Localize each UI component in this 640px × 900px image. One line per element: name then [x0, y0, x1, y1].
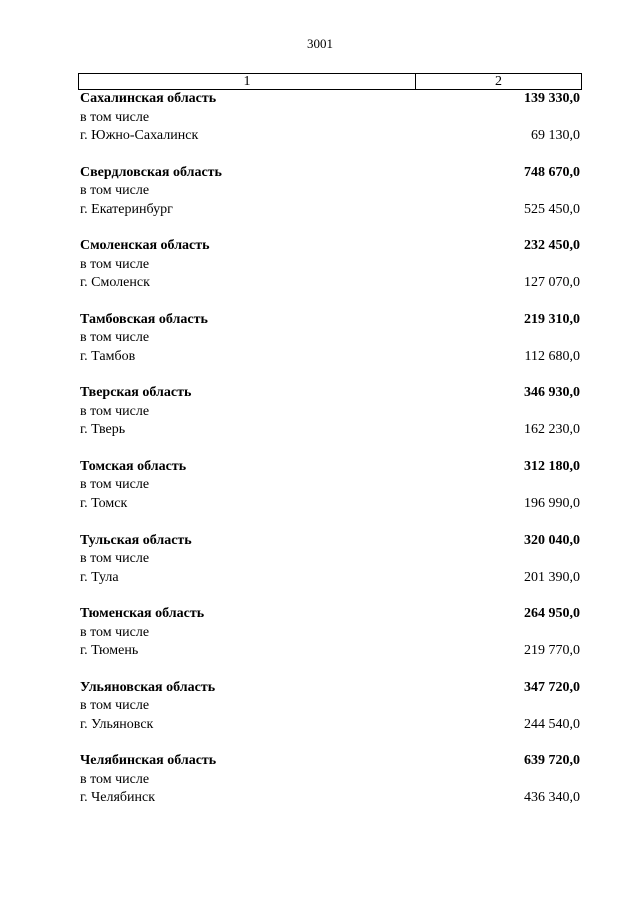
- city-name: г. Тверь: [80, 422, 126, 438]
- subtotal-label: в том числе: [80, 183, 150, 199]
- region-value: 639 720,0: [524, 753, 580, 769]
- city-row: [78, 642, 582, 661]
- city-row: [78, 716, 582, 735]
- subtotal-label-row: [78, 256, 582, 275]
- subtotal-label: в том числе: [80, 551, 150, 567]
- region-value: 139 330,0: [524, 91, 580, 106]
- city-row: [78, 348, 582, 367]
- city-row: [78, 569, 582, 588]
- region-group: [78, 752, 582, 826]
- subtotal-label-row: [78, 624, 582, 643]
- region-row: [78, 458, 582, 477]
- city-name: г. Челябинск: [80, 790, 156, 806]
- subtotal-label: в том числе: [80, 403, 150, 419]
- subtotal-label-row: [78, 771, 582, 790]
- region-group: [78, 384, 582, 458]
- city-row: [78, 127, 582, 146]
- region-value: 232 450,0: [524, 238, 580, 254]
- city-name: г. Тамбов: [80, 348, 136, 364]
- column-header-2: 2: [495, 74, 502, 89]
- city-row: [78, 789, 582, 808]
- city-name: г. Ульяновск: [80, 716, 154, 732]
- region-group: [78, 311, 582, 385]
- region-group: [78, 90, 582, 164]
- region-row: [78, 752, 582, 771]
- city-value: 436 340,0: [524, 790, 580, 806]
- column-header-1: 1: [79, 74, 416, 89]
- region-row: [78, 311, 582, 330]
- region-name: Тульская область: [80, 532, 192, 548]
- city-name: г. Екатеринбург: [80, 201, 173, 217]
- subtotal-label: в том числе: [80, 698, 150, 714]
- table-body: [78, 90, 582, 826]
- city-row: [78, 201, 582, 220]
- city-value: 219 770,0: [524, 643, 580, 659]
- region-group: [78, 164, 582, 238]
- region-group: [78, 679, 582, 753]
- region-value: 748 670,0: [524, 164, 580, 180]
- subtotal-label: в том числе: [80, 256, 150, 272]
- city-row: [78, 274, 582, 293]
- allocation-table: [78, 73, 582, 826]
- city-value: 112 680,0: [524, 348, 580, 364]
- city-name: г. Томск: [80, 495, 128, 511]
- page-number: 3001: [307, 36, 333, 51]
- city-name: г. Тюмень: [80, 643, 139, 659]
- subtotal-label-row: [78, 550, 582, 569]
- city-value: 69 130,0: [531, 128, 580, 143]
- region-row: [78, 90, 582, 109]
- subtotal-label: в том числе: [80, 109, 150, 125]
- subtotal-label: в том числе: [80, 477, 150, 493]
- region-row: [78, 164, 582, 183]
- subtotal-label-row: [78, 109, 582, 128]
- city-name: г. Южно-Сахалинск: [80, 128, 199, 143]
- region-row: [78, 679, 582, 698]
- region-value: 312 180,0: [524, 458, 580, 474]
- city-value: 196 990,0: [524, 495, 580, 511]
- subtotal-label: в том числе: [80, 771, 150, 787]
- region-name: Тюменская область: [80, 606, 205, 622]
- city-row: [78, 495, 582, 514]
- subtotal-label: в том числе: [80, 624, 150, 640]
- subtotal-label-row: [78, 476, 582, 495]
- subtotal-label-row: [78, 182, 582, 201]
- region-row: [78, 384, 582, 403]
- region-row: [78, 237, 582, 256]
- region-name: Тверская область: [80, 385, 192, 401]
- subtotal-label: в том числе: [80, 330, 150, 346]
- city-name: г. Тула: [80, 569, 119, 585]
- region-group: [78, 237, 582, 311]
- city-row: [78, 421, 582, 440]
- region-row: [78, 532, 582, 551]
- table-header: [78, 73, 582, 90]
- subtotal-label-row: [78, 403, 582, 422]
- city-value: 127 070,0: [524, 275, 580, 291]
- region-group: [78, 458, 582, 532]
- city-value: 244 540,0: [524, 716, 580, 732]
- region-value: 346 930,0: [524, 385, 580, 401]
- region-name: Смоленская область: [80, 238, 210, 254]
- subtotal-label-row: [78, 697, 582, 716]
- subtotal-label-row: [78, 329, 582, 348]
- region-value: 219 310,0: [524, 311, 580, 327]
- region-name: Сахалинская область: [80, 91, 217, 106]
- region-name: Тамбовская область: [80, 311, 208, 327]
- region-row: [78, 605, 582, 624]
- region-name: Свердловская область: [80, 164, 222, 180]
- city-value: 525 450,0: [524, 201, 580, 217]
- region-value: 320 040,0: [524, 532, 580, 548]
- region-name: Челябинская область: [80, 753, 217, 769]
- region-name: Томская область: [80, 458, 187, 474]
- region-group: [78, 605, 582, 679]
- city-value: 162 230,0: [524, 422, 580, 438]
- region-group: [78, 532, 582, 606]
- region-name: Ульяновская область: [80, 679, 216, 695]
- city-name: г. Смоленск: [80, 275, 150, 291]
- region-value: 347 720,0: [524, 679, 580, 695]
- city-value: 201 390,0: [524, 569, 580, 585]
- region-value: 264 950,0: [524, 606, 580, 622]
